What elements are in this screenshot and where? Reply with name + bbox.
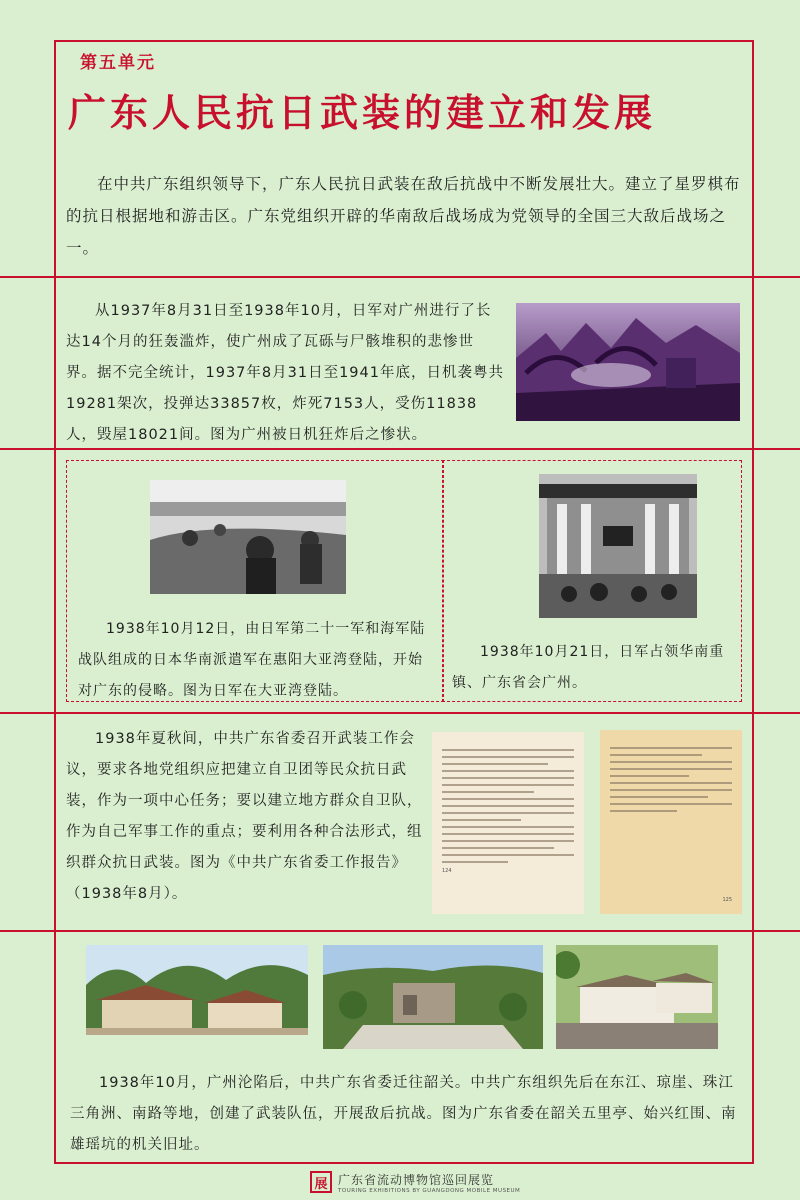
- divider: [0, 930, 800, 932]
- divider: [0, 712, 800, 714]
- relocation-caption: 1938年10月，广州沦陷后，中共广东省委迁往韶关。中共广东组织先后在东江、琼崖、珠江三角洲、南路等地，创建了武装队伍，开展敌后抗战。图为广东省委在韶关五里亭、始兴红围、南雄瑶坑的机关旧址。: [70, 1075, 737, 1153]
- unit-label: 第五单元: [80, 53, 156, 73]
- footer-title: 广东省流动博物馆巡回展览: [338, 1172, 495, 1187]
- page-number: 124: [442, 868, 452, 874]
- landing-troops-photo: [150, 480, 346, 594]
- bombing-caption: 从1937年8月31日至1938年10月，日军对广州进行了长达14个月的狂轰滥炸，使广州成了瓦砾与尸骸堆积的悲惨世界。据不完全统计，1937年8月31日至1941年底，日机袭粤共19281架次，投弹达33857枚，炸死7153人，受伤11838人，毁屋18021间。图为广州被日机狂炸后之惨状。: [66, 303, 504, 443]
- intro-text: 在中共广东组织领导下，广东人民抗日武装在敌后抗战中不断发展壮大。建立了星罗棋布的抗日根据地和游击区。广东党组织开辟的华南敌后战场成为党领导的全国三大敌后战场之一。: [66, 175, 741, 257]
- footer: [310, 1168, 520, 1196]
- footer-subtitle: TOURING EXHIBITIONS BY GUANGDONG MOBILE MUSEUM: [338, 1187, 521, 1194]
- guangzhou-occupation-photo: [539, 474, 697, 618]
- museum-logo-icon: 展: [310, 1171, 332, 1193]
- report-page-right: [600, 730, 742, 914]
- landing-caption: 1938年10月12日，由日军第二十一军和海军陆战队组成的日本华南派遣军在惠阳大亚湾登陆，开始对广东的侵略。图为日军在大亚湾登陆。: [78, 621, 426, 699]
- report-page-left: [432, 732, 584, 914]
- page-title: 广东人民抗日武装的建立和发展: [68, 91, 657, 135]
- page-number: 125: [722, 897, 732, 903]
- honwei-site-photo: [323, 945, 543, 1049]
- divider: [0, 276, 800, 278]
- meeting-caption: 1938年夏秋间，中共广东省委召开武装工作会议，要求各地党组织应把建立自卫团等民众抗日武装，作为一项中心任务；要以建立地方群众自卫队，作为自己军事工作的重点；要利用各种合法形式，组织群众抗日武装。图为《中共广东省委工作报告》（1938年8月）。: [66, 731, 423, 902]
- occupation-caption: 1938年10月21日，日军占领华南重镇、广东省会广州。: [452, 644, 725, 691]
- yaokeng-site-photo: [556, 945, 718, 1049]
- wulitng-site-photo: [86, 945, 308, 1035]
- bombing-ruins-photo: [516, 303, 740, 421]
